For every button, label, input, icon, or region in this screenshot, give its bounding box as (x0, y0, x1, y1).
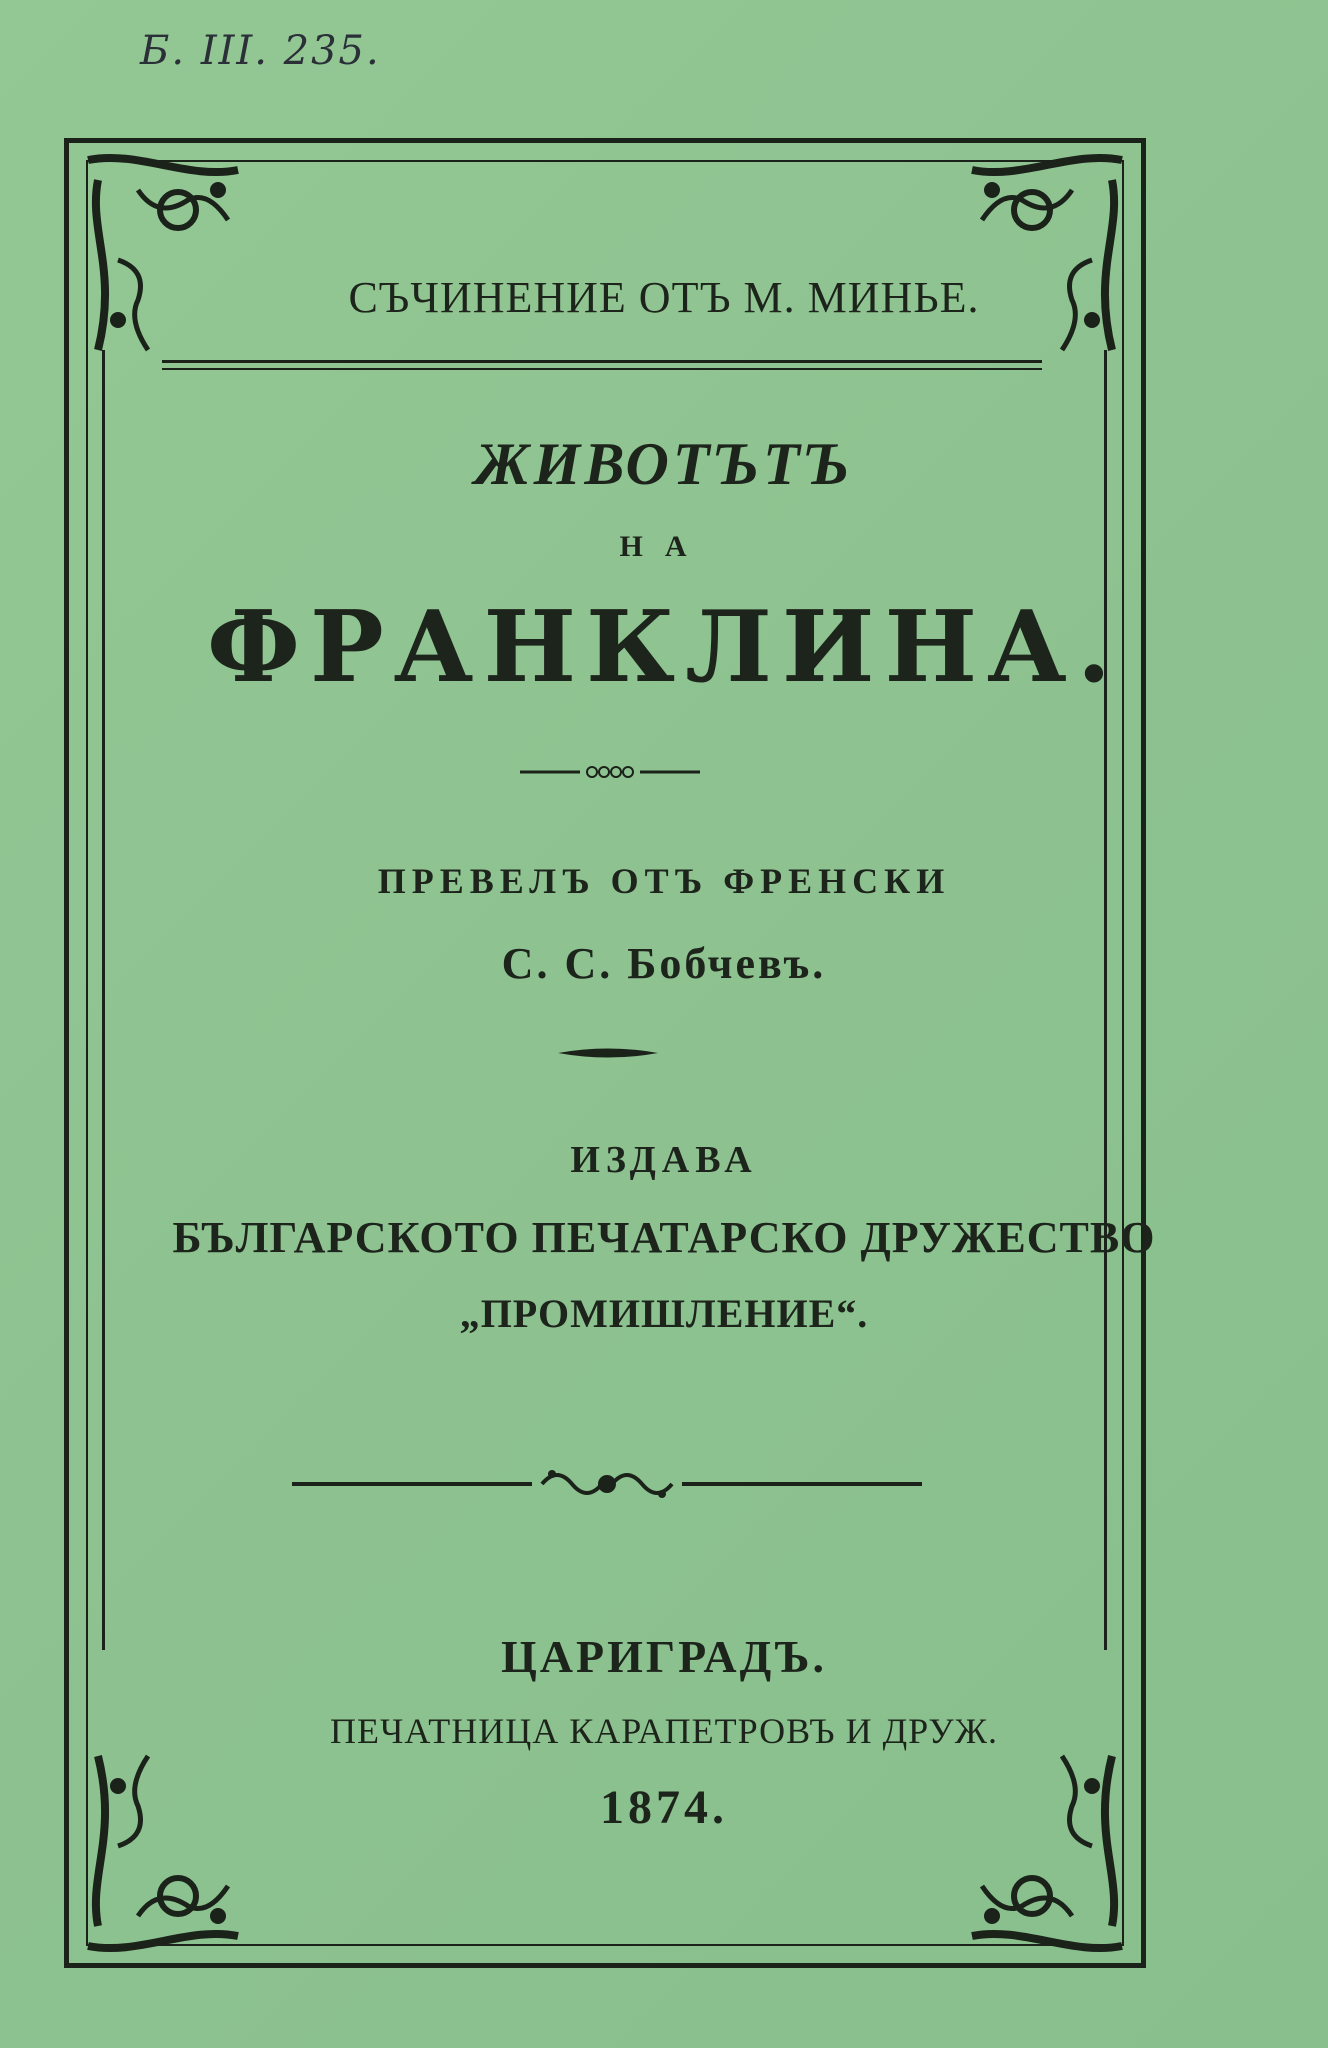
ornamental-divider (292, 1464, 922, 1504)
corner-ornament-top-left (78, 150, 258, 370)
publisher-society: „ПРОМИШЛЕНИЕ“. (459, 1291, 869, 1336)
title-line-1: ЖИВОТЪТЪ (474, 431, 854, 497)
corner-ornament-top-right (952, 150, 1132, 370)
ornamental-dash-2 (558, 1046, 658, 1060)
corner-ornament-bottom-left (78, 1736, 258, 1956)
double-rule (162, 360, 1042, 370)
imprint-city: ЦАРИГРАДЪ. (501, 1631, 827, 1682)
translator-label: ПРЕВЕЛЪ ОТЪ ФРЕНСКИ (377, 861, 951, 901)
publisher-label: ИЗДАВА (570, 1139, 758, 1181)
author-line: СЪЧИНЕНИЕ ОТЪ М. МИНЬЕ. (348, 273, 980, 322)
imprint-year: 1874. (600, 1781, 728, 1834)
translator-name: С. С. Бобчевъ. (501, 939, 827, 988)
title-line-3: ФРАНКЛИНА. (206, 590, 1121, 705)
corner-ornament-bottom-right (952, 1736, 1132, 1956)
title-line-2: НА (619, 530, 709, 563)
ornamental-dash-1 (520, 760, 700, 784)
shelfmark-handwritten: Б. III. 235. (140, 28, 381, 74)
imprint-printer: ПЕЧАТНИЦА КАРАПЕТРОВЪ И ДРУЖ. (330, 1711, 998, 1751)
publisher-name: БЪЛГАРСКОТО ПЕЧАТАРСКО ДРУЖЕСТВО (172, 1213, 1156, 1262)
